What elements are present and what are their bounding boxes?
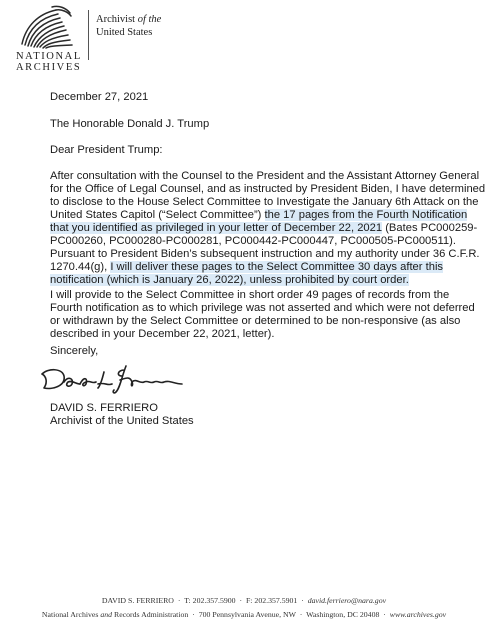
- letter-recipient: The Honorable Donald J. Trump: [50, 118, 210, 130]
- signer-title: Archivist of the United States: [50, 415, 194, 427]
- highlighted-text: notification (which is January 26, 2022), unless prohibited by court order.: [50, 274, 409, 286]
- letterhead-title: [96, 14, 161, 25]
- letterhead-title-prefix: Archivist: [96, 14, 136, 25]
- highlighted-text: the 17 pages from the Fourth Notification: [264, 209, 468, 221]
- logo-text-national: NATIONAL: [16, 51, 82, 62]
- letterhead-title-line2: United States: [96, 27, 153, 38]
- footer-org-part2: Records Administration: [114, 610, 189, 619]
- letter-text: 1270.44(g),: [50, 261, 111, 273]
- letter-text: PC000260, PC000280-PC000281, PC000442-PC000447, PC000505-PC000511).: [50, 235, 456, 247]
- handwritten-signature: [34, 362, 204, 398]
- signer-name: DAVID S. FERRIERO: [50, 402, 158, 414]
- letter-line: [50, 222, 482, 235]
- footer-contact-line: DAVID S. FERRIERO · T: 202.357.5900 · F: 202.357.5901 · david.ferriero@nara.gov: [101, 596, 387, 605]
- national-archives-eagle-logo-icon: [16, 4, 76, 50]
- footer-phone: T: 202.357.5900: [184, 596, 236, 605]
- letter-paragraph-2: [50, 289, 482, 341]
- letter-line: [50, 196, 482, 209]
- letter-line: [50, 235, 482, 248]
- letter-paragraph-1: [50, 170, 486, 287]
- letter-text: After consultation with the Counsel to the President and the Assistant Attorney General: [50, 170, 480, 182]
- highlighted-text: that you identified as privileged in your letter of December 22, 2021: [50, 222, 383, 234]
- letter-text: Pursuant to President Biden’s subsequent instruction and my authority under 36 C.F.R.: [50, 248, 480, 260]
- logo-text-archives: ARCHIVES: [16, 62, 82, 73]
- letter-line: [50, 274, 482, 287]
- letterhead-title-of: of the: [137, 14, 162, 25]
- letter-line: [50, 183, 486, 196]
- letter-line: I will provide to the Select Committee in short order 49 pages of records from the: [50, 289, 450, 301]
- letter-line: Fourth notification as to which privilege was not asserted and which were not deferred: [50, 302, 475, 314]
- letter-line: [50, 261, 482, 274]
- letter-line: [50, 248, 482, 261]
- footer-website: www.archives.gov: [389, 610, 447, 619]
- footer-address-line: National Archives and Records Administration · 700 Pennsylvania Avenue, NW · Washington, DC 20408 · www.archives.gov: [41, 610, 447, 619]
- letter-salutation: Dear President Trump:: [50, 144, 163, 156]
- letter-closing: Sincerely,: [50, 345, 99, 357]
- footer-city: Washington, DC 20408: [306, 610, 380, 619]
- letter-text: for the Office of Legal Counsel, and as instructed by President Biden, I have determined: [50, 183, 486, 195]
- footer-name: DAVID S. FERRIERO: [101, 596, 174, 605]
- footer-address: 700 Pennsylvania Avenue, NW: [198, 610, 296, 619]
- letter-date: December 27, 2021: [50, 91, 149, 103]
- footer-org-part1: National Archives: [41, 610, 99, 619]
- letter-text: United States Capitol (“Select Committee”): [50, 209, 265, 221]
- letterhead-divider: [88, 10, 89, 60]
- highlighted-text: I will deliver these pages to the Select Committee 30 days after this: [110, 261, 444, 273]
- letter-text: (Bates PC000259-: [382, 222, 478, 234]
- footer-email: david.ferriero@nara.gov: [307, 596, 387, 605]
- letter-line: or withdrawn by the Select Committee or determined to be non-responsive (as also: [50, 315, 461, 327]
- letter-line: [50, 170, 482, 183]
- letter-text: to disclose to the House Select Committee to Investigate the January 6th Attack on the: [50, 196, 479, 208]
- footer-fax: F: 202.357.5901: [245, 596, 298, 605]
- letterhead: [8, 4, 208, 74]
- letter-line: described in your December 22, 2021, letter).: [50, 328, 275, 340]
- letter-line: [50, 209, 482, 222]
- footer-org-and: and: [100, 610, 113, 619]
